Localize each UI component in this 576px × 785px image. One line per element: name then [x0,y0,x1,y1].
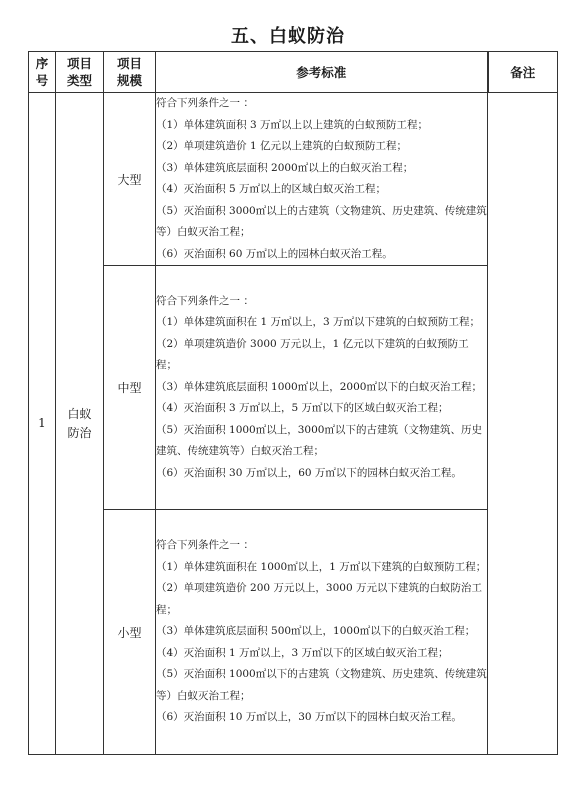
header-project-scale: 项目 规模 [104,52,156,93]
remark-cell [488,93,558,755]
criteria-line: 符合下列条件之一 ： [156,294,254,307]
criteria-line: （4）灭治面积 3 万㎡以上，5 万㎡以下的区域白蚁灭治工程； [156,402,449,415]
criteria-line: （6）灭治面积 30 万㎡以上，60 万㎡以下的园林白蚁灭治工程。 [156,466,462,479]
criteria-line: （5）灭治面积 3000㎡以上的古建筑（文物建筑、历史建筑、传统建筑等）白蚁灭治工程； [156,204,487,238]
criteria-line: （4）灭治面积 1 万㎡以上，3 万㎡以下的区域白蚁灭治工程； [156,646,449,659]
table-row [29,266,558,510]
criteria-line: （6）灭治面积 10 万㎡以上，30 万㎡以下的园林白蚁灭治工程。 [156,711,462,724]
row-number-cell: 1 [29,93,56,755]
table-header-row [29,52,558,93]
criteria-line: （5）灭治面积 1000㎡以上，3000㎡以下的古建筑（文物建筑、历史建筑、传统建筑等）白蚁灭治工程； [156,423,482,458]
page-title: 五、白蚁防治 [231,26,345,47]
criteria-line: 符合下列条件之一 ： [156,97,254,109]
criteria-line: （1）单体建筑面积 3 万㎡以上以上建筑的白蚁预防工程； [156,118,429,131]
header-no: 序 号 [29,52,56,93]
scale-cell-small: 小型 [104,510,156,755]
criteria-cell-small [156,510,488,755]
table-row [29,510,558,755]
criteria-line: （1）单体建筑面积在 1 万㎡以上，3 万㎡以下建筑的白蚁预防工程； [156,316,481,329]
criteria-line: （6）灭治面积 60 万㎡以上的园林白蚁灭治工程。 [156,247,393,260]
criteria-line: （2）单项建筑造价 1 亿元以上建筑的白蚁预防工程； [156,140,408,152]
criteria-line: 符合下列条件之一 ： [156,539,254,552]
criteria-line: （2）单项建筑造价 3000 万元以上，1 亿元以下建筑的白蚁预防工程； [156,337,469,372]
project-type-cell: 白蚁 防治 [56,93,104,755]
header-remark: 备注 [488,52,558,93]
criteria-cell-large [156,93,488,266]
criteria-line: （2）单项建筑造价 200 万元以上，3000 万元以下建筑的白蚁防治工程； [156,582,482,616]
criteria-line: （3）单体建筑底层面积 500㎡以上，1000㎡以下的白蚁灭治工程； [156,625,476,638]
criteria-line: （4）灭治面积 5 万㎡以上的区域白蚁灭治工程； [156,183,387,195]
criteria-line: （3）单体建筑底层面积 2000㎡以上的白蚁灭治工程； [156,161,414,174]
scale-cell-medium: 中型 [104,266,156,510]
criteria-line: （3）单体建筑底层面积 1000㎡以上，2000㎡以下的白蚁灭治工程； [156,380,482,393]
table-row [29,93,558,266]
standards-table [28,51,558,755]
header-project-type: 项目 类型 [56,52,104,93]
criteria-cell-medium [156,266,488,510]
criteria-line: （1）单体建筑面积在 1000㎡以上，1 万㎡以下建筑的白蚁预防工程； [156,560,487,573]
criteria-line: （5）灭治面积 1000㎡以下的古建筑（文物建筑、历史建筑、传统建筑等）白蚁灭治工程； [156,668,487,702]
header-reference-standard: 参考标准 [156,52,488,93]
scale-cell-large: 大型 [104,93,156,266]
